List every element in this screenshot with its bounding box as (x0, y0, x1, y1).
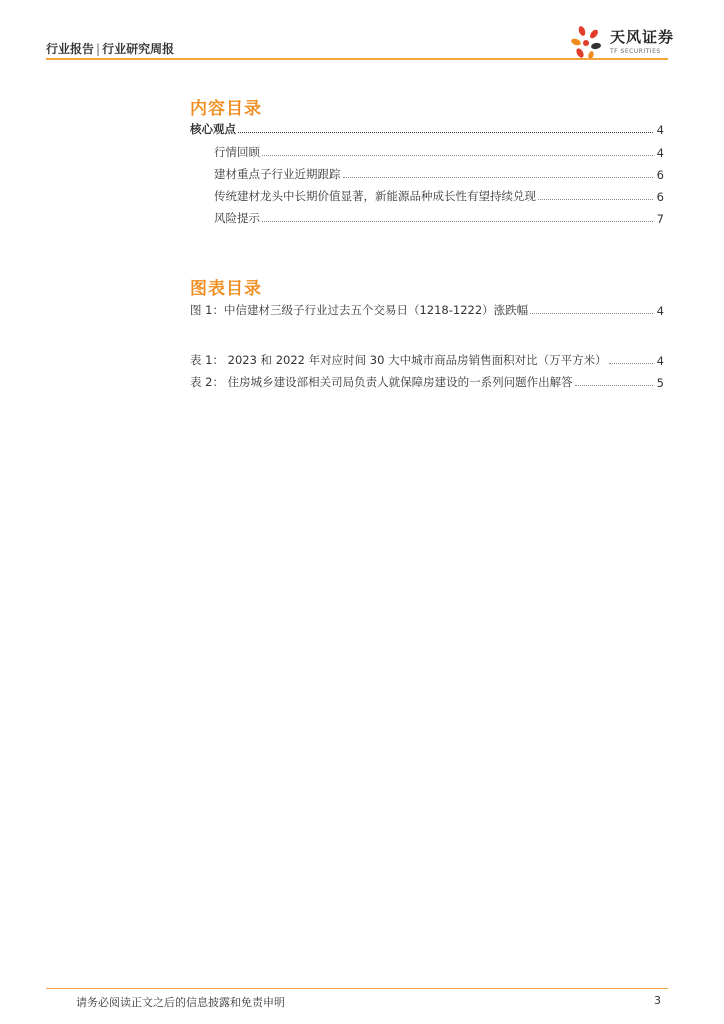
figure-entry[interactable] (190, 302, 664, 318)
toc-entry-label: 建材重点子行业近期跟踪 (214, 167, 341, 181)
report-subcategory: 行业研究周报 (102, 42, 175, 56)
toc-entry-page: 6 (656, 190, 664, 204)
toc-entry-page: 4 (656, 146, 664, 160)
toc-entry-page: 7 (656, 212, 664, 226)
table-entry-page: 5 (656, 376, 664, 390)
toc-entry[interactable] (190, 121, 664, 137)
toc-entry-label: 行情回顾 (214, 145, 260, 159)
footer-divider (46, 988, 668, 989)
header-separator: | (96, 42, 101, 56)
toc-leader-dots (575, 385, 653, 386)
logo-text: 天风证券 (610, 28, 675, 46)
header-divider (46, 58, 668, 60)
toc-leader-dots (609, 363, 653, 364)
toc-leader-dots (262, 221, 653, 222)
toc-entry[interactable] (214, 210, 664, 226)
toc-entry-label: 核心观点 (190, 122, 236, 136)
toc-leader-dots (262, 155, 653, 156)
figure-entry-page: 4 (656, 304, 664, 318)
table-entry-label: 表 2： 住房城乡建设部相关司局负责人就保障房建设的一系列问题作出解答 (190, 375, 573, 389)
toc-entry[interactable] (214, 144, 664, 160)
company-logo (568, 22, 678, 62)
figure-entry-label: 图 1：中信建材三级子行业过去五个交易日（1218-1222）涨跌幅 (190, 303, 529, 317)
report-category: 行业报告 (46, 42, 95, 56)
footer-disclaimer: 请务必阅读正文之后的信息披露和免责申明 (76, 996, 285, 1009)
logo-subtext: TF SECURITIES (610, 48, 661, 55)
table-entry-label: 表 1： 2023 和 2022 年对应时间 30 大中城市商品房销售面积对比（万平方米） (190, 353, 607, 367)
toc-entry-label: 传统建材龙头中长期价值显著，新能源品种成长性有望持续兑现 (214, 189, 536, 203)
table-entry[interactable] (190, 352, 664, 368)
report-type-label (46, 40, 174, 57)
flower-logo-icon (568, 22, 608, 62)
toc-entry-label: 风险提示 (214, 211, 260, 225)
toc-leader-dots (343, 177, 654, 178)
toc-leader-dots (530, 313, 653, 314)
toc-leader-dots (238, 132, 653, 133)
toc-leader-dots (538, 199, 653, 200)
table-entry[interactable] (190, 374, 664, 390)
table-entry-page: 4 (656, 354, 664, 368)
toc-entry[interactable] (214, 188, 664, 204)
figures-title: 图表目录 (190, 279, 262, 299)
toc-entry[interactable] (214, 166, 664, 182)
page-number: 3 (654, 994, 661, 1007)
toc-entry-page: 4 (656, 123, 664, 137)
contents-title: 内容目录 (190, 99, 262, 119)
toc-entry-page: 6 (656, 168, 664, 182)
